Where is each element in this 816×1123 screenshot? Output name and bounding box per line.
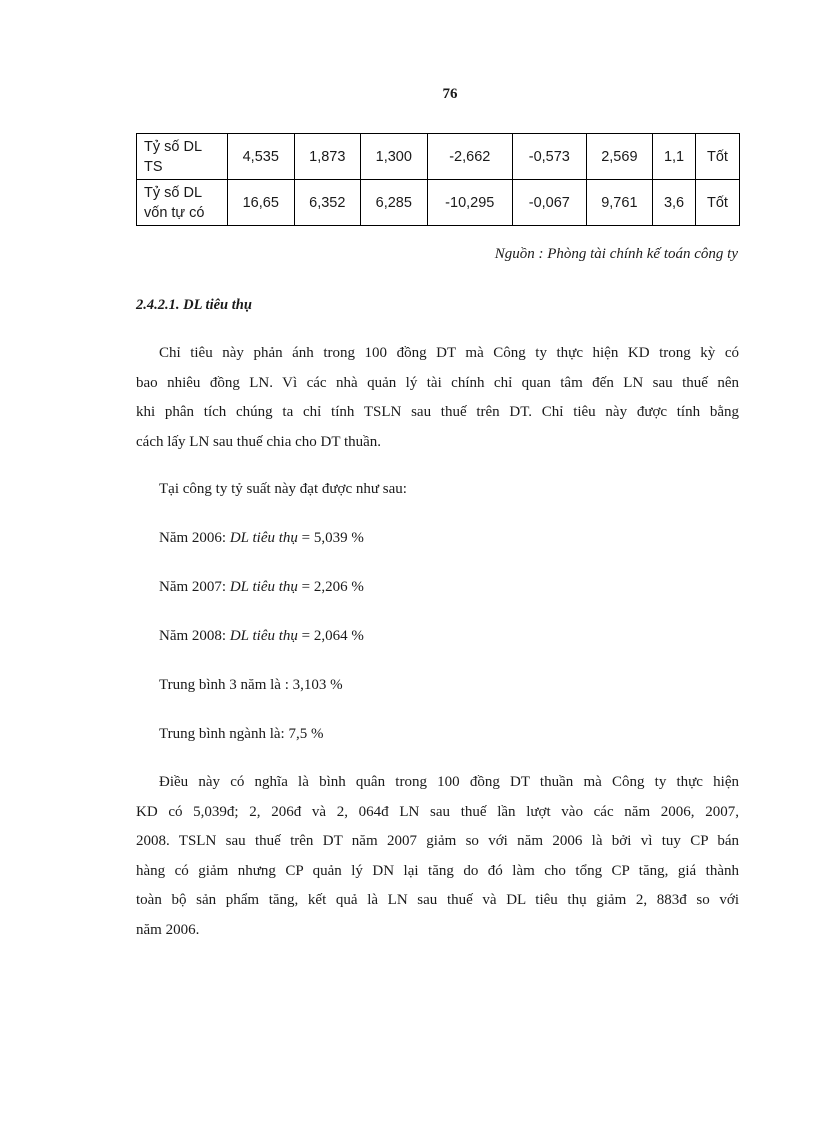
year-2006-line bbox=[159, 530, 364, 547]
table-cell: -0,067 bbox=[513, 180, 587, 226]
formula: DL tiêu thụ bbox=[229, 530, 298, 546]
table-cell: 2,569 bbox=[586, 134, 653, 180]
table-cell: 4,535 bbox=[228, 134, 295, 180]
table-row bbox=[137, 134, 740, 180]
year-label: Năm 2008: bbox=[159, 628, 230, 644]
table-cell: 9,761 bbox=[586, 180, 653, 226]
section-heading: 2.4.2.1. DL tiêu thụ bbox=[136, 297, 252, 313]
page-number: 76 bbox=[442, 86, 458, 102]
paragraph-line: toàn bộ sản phẩm tăng, kết quả là LN sau thuế và DL tiêu thụ giảm 2, 883đ so với bbox=[136, 892, 739, 909]
formula: DL tiêu thụ bbox=[229, 628, 298, 644]
paragraph-line: 2008. TSLN sau thuế trên DT năm 2007 giảm so với năm 2006 là bởi vì tuy CP bán bbox=[136, 833, 739, 850]
table-cell: 6,285 bbox=[361, 180, 428, 226]
row-label-line: TS bbox=[144, 158, 163, 175]
row-label bbox=[137, 134, 228, 180]
paragraph-line: bao nhiêu đồng LN. Vì các nhà quản lý tài chính chỉ quan tâm đến LN sau thuế nên bbox=[136, 374, 739, 391]
table-cell: 3,6 bbox=[653, 180, 696, 226]
paragraph-line: cách lấy LN sau thuế chia cho DT thuần. bbox=[136, 433, 382, 450]
paragraph-analysis bbox=[136, 768, 739, 946]
paragraph-line: năm 2006. bbox=[136, 921, 200, 938]
table-cell: -10,295 bbox=[427, 180, 512, 226]
formula: DL tiêu thụ bbox=[229, 579, 298, 595]
table-cell: Tốt bbox=[695, 134, 739, 180]
industry-average: Trung bình ngành là: 7,5 % bbox=[159, 726, 324, 742]
source-note: Nguồn : Phòng tài chính kế toán công ty bbox=[494, 246, 738, 262]
formula-value: = 5,039 % bbox=[297, 530, 364, 546]
table-cell: -0,573 bbox=[513, 134, 587, 180]
paragraph-line: KD có 5,039đ; 2, 206đ và 2, 064đ LN sau thuế lần lượt vào các năm 2006, 2007, bbox=[136, 803, 739, 820]
row-label-line: vốn tự có bbox=[144, 204, 205, 221]
year-2008-line bbox=[159, 628, 364, 645]
ratio-table bbox=[136, 133, 740, 226]
row-label-line: Tỷ số DL bbox=[144, 138, 203, 155]
year-label: Năm 2007: bbox=[159, 579, 230, 595]
paragraph-line: Điều này có nghĩa là bình quân trong 100 đồng DT thuần mà Công ty thực hiện bbox=[159, 774, 739, 790]
paragraph-line: hàng có giảm nhưng CP quản lý DN lại tăng do đó làm cho tổng CP tăng, giá thành bbox=[136, 862, 739, 879]
year-label: Năm 2006: bbox=[159, 530, 230, 546]
paragraph-definition bbox=[136, 339, 739, 457]
table-cell: 16,65 bbox=[228, 180, 295, 226]
table-row bbox=[137, 180, 740, 226]
paragraph-line: khi phân tích chúng ta chỉ tính TSLN sau thuế trên DT. Chỉ tiêu này được tính bằng bbox=[136, 404, 739, 421]
table-cell: 1,873 bbox=[294, 134, 361, 180]
formula-value: = 2,206 % bbox=[297, 579, 364, 595]
row-label-line: Tỷ số DL bbox=[144, 184, 203, 201]
three-year-average: Trung bình 3 năm là : 3,103 % bbox=[159, 677, 343, 693]
table-cell: 1,1 bbox=[653, 134, 696, 180]
intro-line: Tại công ty tỷ suất này đạt được như sau: bbox=[159, 481, 407, 497]
table-cell: Tốt bbox=[695, 180, 739, 226]
table-cell: 6,352 bbox=[294, 180, 361, 226]
year-2007-line bbox=[159, 579, 364, 596]
table-cell: 1,300 bbox=[361, 134, 428, 180]
formula-value: = 2,064 % bbox=[297, 628, 364, 644]
paragraph-line: Chỉ tiêu này phản ánh trong 100 đồng DT mà Công ty thực hiện KD trong kỳ có bbox=[159, 345, 739, 361]
table-cell: -2,662 bbox=[427, 134, 512, 180]
row-label bbox=[137, 180, 228, 226]
